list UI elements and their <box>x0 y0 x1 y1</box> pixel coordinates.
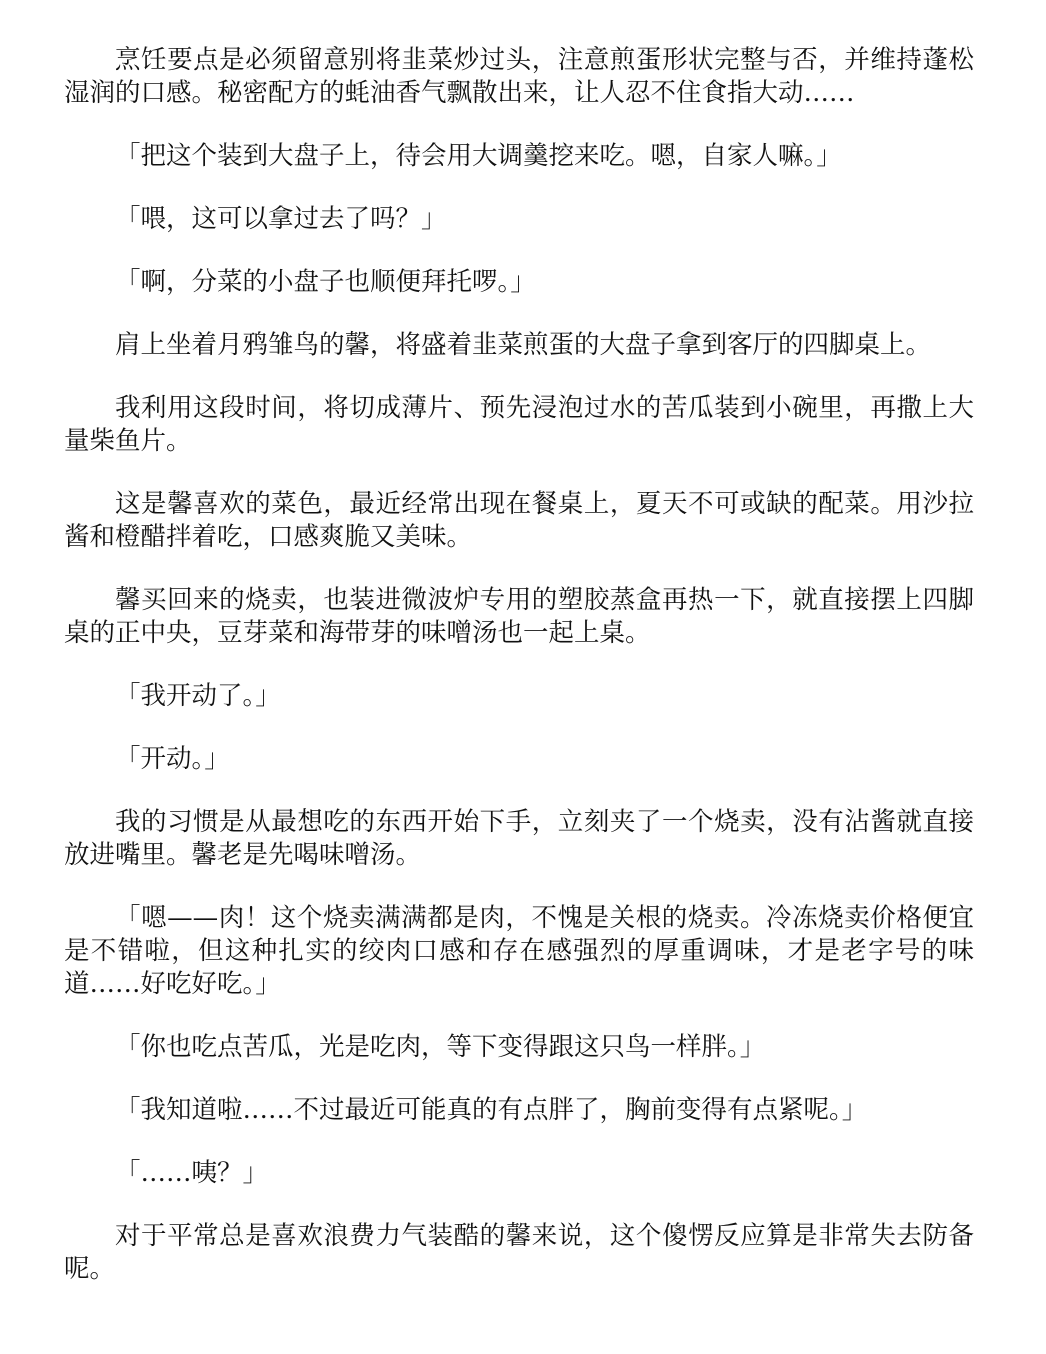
paragraph: 我利用这段时间，将切成薄片、预先浸泡过水的苦瓜装到小碗里，再撒上大量柴鱼片。 <box>64 393 974 456</box>
paragraph: 「我知道啦……不过最近可能真的有点胖了，胸前变得有点紧呢。」 <box>115 1095 868 1125</box>
paragraph: 我的习惯是从最想吃的东西开始下手，立刻夹了一个烧卖，没有沾酱就直接放进嘴里。馨老是先喝味噌汤。 <box>64 807 974 870</box>
paragraph: 馨买回来的烧卖，也装进微波炉专用的塑胶蒸盒再热一下，就直接摆上四脚桌的正中央，豆芽菜和海带芽的味噌汤也一起上桌。 <box>64 585 974 648</box>
page-body <box>64 44 974 1316</box>
paragraph: 「啊，分菜的小盘子也顺便拜托啰。」 <box>115 267 536 297</box>
paragraph: 这是馨喜欢的菜色，最近经常出现在餐桌上，夏天不可或缺的配菜。用沙拉酱和橙醋拌着吃，口感爽脆又美味。 <box>64 489 974 552</box>
paragraph: 肩上坐着月鸦雏鸟的馨，将盛着韭菜煎蛋的大盘子拿到客厅的四脚桌上。 <box>115 330 932 360</box>
paragraph: 「……咦？」 <box>115 1158 269 1188</box>
paragraph: 烹饪要点是必须留意别将韭菜炒过头，注意煎蛋形状完整与否，并维持蓬松湿润的口感。秘密配方的蚝油香气飘散出来，让人忍不住食指大动…… <box>64 45 974 108</box>
paragraph: 对于平常总是喜欢浪费力气装酷的馨来说，这个傻愣反应算是非常失去防备呢。 <box>64 1221 974 1284</box>
paragraph: 「你也吃点苦瓜，光是吃肉，等下变得跟这只鸟一样胖。」 <box>115 1032 766 1062</box>
paragraph: 「我开动了。」 <box>115 681 281 711</box>
paragraph: 「喂，这可以拿过去了吗？」 <box>115 204 447 234</box>
paragraph: 「嗯——肉！这个烧卖满满都是肉，不愧是关根的烧卖。冷冻烧卖价格便宜是不错啦，但这种扎实的绞肉口感和存在感强烈的厚重调味，才是老字号的味道……好吃好吃。」 <box>64 903 974 999</box>
paragraph: 「把这个装到大盘子上，待会用大调羹挖来吃。嗯，自家人嘛。」 <box>115 141 842 171</box>
paragraph: 「开动。」 <box>115 744 230 774</box>
